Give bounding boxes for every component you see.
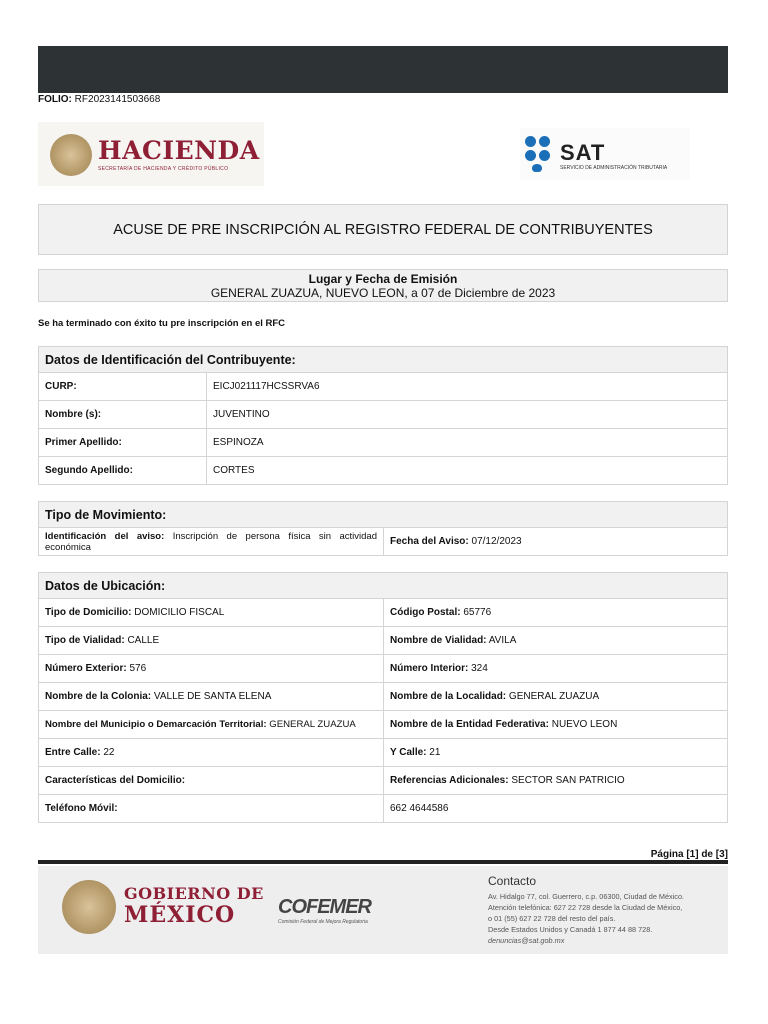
cell-label: Nombre de la Entidad Federativa: <box>390 719 549 730</box>
table-row <box>39 711 728 739</box>
cell-value: 662 4644586 <box>390 803 449 814</box>
hacienda-title: HACIENDA <box>98 136 260 165</box>
cell-value: 22 <box>103 747 115 758</box>
cell-label: Tipo de Domicilio: <box>45 607 132 618</box>
folio-value: RF2023141503668 <box>74 94 161 105</box>
movimiento-table <box>38 501 728 556</box>
ubicacion-cell <box>384 599 728 627</box>
cell-label: Referencias Adicionales: <box>390 775 509 786</box>
curp-label: CURP: <box>39 373 207 401</box>
sat-logo <box>520 128 690 180</box>
cell-label: Número Interior: <box>390 663 469 674</box>
table-row <box>39 795 728 823</box>
ubicacion-cell <box>39 599 384 627</box>
cell-label: Entre Calle: <box>45 747 101 758</box>
cell-label: Número Exterior: <box>45 663 127 674</box>
cell-value: NUEVO LEON <box>551 719 618 730</box>
folio-label: FOLIO: <box>38 94 72 105</box>
lugar-label: Lugar y Fecha de Emisión <box>308 272 458 286</box>
footer <box>38 866 728 954</box>
lugar-fecha-box <box>38 269 728 302</box>
lugar-value: GENERAL ZUAZUA, NUEVO LEON, a 07 de Diciembre de 2023 <box>210 286 556 300</box>
sat-title: SAT <box>560 140 606 165</box>
header-bar <box>38 46 728 93</box>
primer-apellido-label: Primer Apellido: <box>39 429 207 457</box>
footer-divider <box>38 860 728 864</box>
cell-label: Nombre de la Colonia: <box>45 691 152 702</box>
ubicacion-cell <box>39 655 384 683</box>
contacto-line: Av. Hidalgo 77, col. Guerrero, c.p. 06300, Ciudad de México. <box>488 892 685 901</box>
ubicacion-cell <box>384 795 728 823</box>
cofemer-subtitle: Comisión Federal de Mejora Regulatoria <box>278 919 368 925</box>
sat-dot-icon <box>525 150 536 161</box>
table-row <box>39 767 728 795</box>
table-row <box>39 599 728 627</box>
aviso-label: Identificación del aviso: <box>45 530 165 542</box>
cell-value: 576 <box>129 663 147 674</box>
cell-value: 65776 <box>463 607 492 618</box>
hacienda-subtitle: SECRETARÍA DE HACIENDA Y CRÉDITO PÚBLICO <box>98 166 229 172</box>
ubicacion-cell <box>384 627 728 655</box>
folio <box>38 94 160 105</box>
identificacion-table <box>38 346 728 485</box>
ubicacion-cell <box>384 767 728 795</box>
contacto-line: Desde Estados Unidos y Canadá 1 877 44 88 728. <box>488 925 653 934</box>
nombre-label: Nombre (s): <box>39 401 207 429</box>
sat-dot-icon <box>525 136 536 147</box>
cell-value: AVILA <box>488 635 517 646</box>
table-row <box>39 429 728 457</box>
mexico-seal-icon <box>62 880 116 934</box>
cell-value: GENERAL ZUAZUA <box>508 691 600 702</box>
cell-label: Tipo de Vialidad: <box>45 635 125 646</box>
gobierno-line1: GOBIERNO DE <box>124 884 264 903</box>
contacto-line: Atención telefónica: 627 22 728 desde la Ciudad de México, <box>488 903 683 912</box>
cell-label: Nombre de Vialidad: <box>390 635 487 646</box>
cell-label: Nombre del Municipio o Demarcación Territorial: <box>45 719 267 730</box>
cell-label: Nombre de la Localidad: <box>390 691 507 702</box>
table-row <box>39 627 728 655</box>
table-row <box>39 739 728 767</box>
ubicacion-table <box>38 572 728 823</box>
ubicacion-cell <box>384 655 728 683</box>
ubicacion-cell <box>384 683 728 711</box>
ubicacion-cell <box>384 711 728 739</box>
ubicacion-cell <box>39 795 384 823</box>
cell-label: Teléfono Móvil: <box>45 803 118 814</box>
sat-dot-icon <box>532 164 542 172</box>
cell-label: Y Calle: <box>390 747 427 758</box>
fecha-aviso-value: 07/12/2023 <box>471 536 522 547</box>
cell-label: Código Postal: <box>390 607 461 618</box>
table-row <box>39 655 728 683</box>
cell-value: 324 <box>471 663 488 674</box>
nombre-value: JUVENTINO <box>207 401 728 429</box>
sat-subtitle: SERVICIO DE ADMINISTRACIÓN TRIBUTARIA <box>560 165 668 171</box>
cofemer-logo: COFEMER <box>278 896 371 918</box>
cell-label: Características del Domicilio: <box>45 775 186 786</box>
aviso-value: Inscripción de persona física sin actividad económica <box>45 530 377 553</box>
document-title <box>38 204 728 255</box>
cell-value: CALLE <box>127 635 160 646</box>
table-row <box>39 683 728 711</box>
ubicacion-cell <box>39 767 384 795</box>
contacto-email[interactable]: denuncias@sat.gob.mx <box>488 936 565 945</box>
fecha-aviso-label: Fecha del Aviso: <box>390 536 469 547</box>
ubicacion-cell <box>384 739 728 767</box>
aviso-cell <box>39 528 384 556</box>
success-message: Se ha terminado con éxito tu pre inscripción en el RFC <box>38 318 286 329</box>
movimiento-heading: Tipo de Movimiento: <box>39 502 728 528</box>
cell-value: DOMICILIO FISCAL <box>134 607 225 618</box>
hacienda-logo <box>38 122 264 186</box>
sat-dot-icon <box>539 150 550 161</box>
ubicacion-heading: Datos de Ubicación: <box>39 573 728 599</box>
cell-value: SECTOR SAN PATRICIO <box>511 775 625 786</box>
page-indicator: Página [1] de [3] <box>650 849 728 860</box>
contacto-title: Contacto <box>488 874 537 888</box>
identificacion-heading: Datos de Identificación del Contribuyente: <box>39 347 728 373</box>
ubicacion-cell <box>39 683 384 711</box>
gobierno-line2: MÉXICO <box>124 902 236 928</box>
mexico-seal-icon <box>50 134 92 176</box>
table-row <box>39 373 728 401</box>
ubicacion-cell <box>39 627 384 655</box>
table-row <box>39 401 728 429</box>
cell-value: VALLE DE SANTA ELENA <box>153 691 272 702</box>
sat-dot-icon <box>539 136 550 147</box>
segundo-apellido-label: Segundo Apellido: <box>39 457 207 485</box>
fecha-aviso-cell <box>384 528 728 556</box>
table-row <box>39 528 728 556</box>
cell-value: 21 <box>429 747 441 758</box>
cell-value: GENERAL ZUAZUA <box>269 719 356 730</box>
ubicacion-cell <box>39 739 384 767</box>
curp-value: EICJ021117HCSSRVA6 <box>207 373 728 401</box>
contacto-line: o 01 (55) 627 22 728 del resto del país. <box>488 914 616 923</box>
document-title-text: ACUSE DE PRE INSCRIPCIÓN AL REGISTRO FEDERAL DE CONTRIBUYENTES <box>113 221 653 238</box>
table-row <box>39 457 728 485</box>
primer-apellido-value: ESPINOZA <box>207 429 728 457</box>
segundo-apellido-value: CORTES <box>207 457 728 485</box>
ubicacion-cell <box>39 711 384 739</box>
